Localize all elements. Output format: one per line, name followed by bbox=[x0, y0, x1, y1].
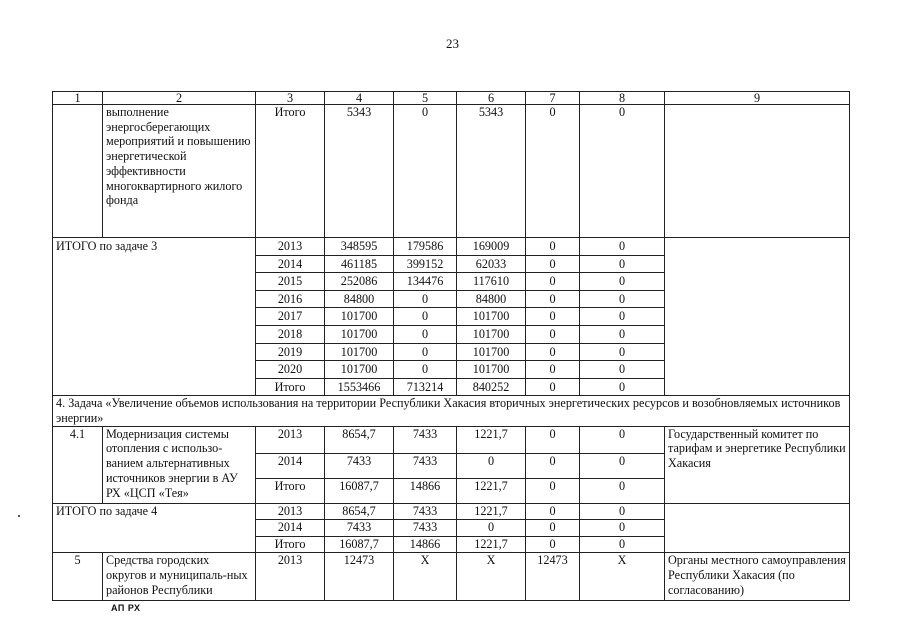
table-cell: 1221,7 bbox=[457, 503, 526, 520]
table-cell: 0 bbox=[580, 255, 665, 273]
page-number: 23 bbox=[446, 36, 459, 51]
scan-speck bbox=[18, 515, 20, 517]
table-cell: 252086 bbox=[325, 273, 394, 291]
column-header: 8 bbox=[580, 92, 665, 105]
table-cell: 7433 bbox=[325, 453, 394, 478]
table-cell: 0 bbox=[526, 273, 580, 291]
table-cell: 84800 bbox=[325, 290, 394, 308]
table-cell: 0 bbox=[457, 453, 526, 478]
budget-table bbox=[52, 91, 850, 601]
table-cell: 1221,7 bbox=[457, 478, 526, 503]
table-cell: 2019 bbox=[256, 343, 325, 361]
table-cell: 0 bbox=[526, 426, 580, 453]
table-cell: 0 bbox=[526, 343, 580, 361]
table-cell: 8654,7 bbox=[325, 426, 394, 453]
table-cell bbox=[665, 105, 850, 238]
table-cell bbox=[665, 503, 850, 553]
table-cell: 101700 bbox=[325, 343, 394, 361]
table-cell: 0 bbox=[580, 343, 665, 361]
table-cell: 0 bbox=[580, 361, 665, 379]
measure-description: Модернизация системы отопления с использо-ванием альтернативных источников энергии в АУ РХ «ЦСП «Тея» bbox=[103, 426, 256, 503]
table-cell: 84800 bbox=[457, 290, 526, 308]
table-cell: 2017 bbox=[256, 308, 325, 326]
table-cell: Х bbox=[457, 553, 526, 601]
table-cell: Итого bbox=[256, 378, 325, 396]
table-cell: 0 bbox=[526, 378, 580, 396]
table-cell: 2016 bbox=[256, 290, 325, 308]
table-cell: 0 bbox=[526, 536, 580, 553]
table-cell: 0 bbox=[580, 273, 665, 291]
table-cell: Итого bbox=[256, 536, 325, 553]
table-cell: 0 bbox=[580, 238, 665, 256]
table-cell: 0 bbox=[580, 325, 665, 343]
column-header: 4 bbox=[325, 92, 394, 105]
table-cell: 0 bbox=[580, 105, 665, 238]
table-cell: 14866 bbox=[394, 478, 457, 503]
column-number-row bbox=[53, 92, 850, 105]
table-row bbox=[53, 238, 850, 256]
table-cell: 14866 bbox=[394, 536, 457, 553]
table-cell: 2013 bbox=[256, 426, 325, 453]
table-row bbox=[53, 105, 850, 238]
table-cell: 0 bbox=[580, 520, 665, 537]
item-number: 5 bbox=[53, 553, 103, 601]
table-cell: 0 bbox=[394, 308, 457, 326]
table-cell: 0 bbox=[526, 105, 580, 238]
table-cell: 62033 bbox=[457, 255, 526, 273]
table-cell: 840252 bbox=[457, 378, 526, 396]
total-label: ИТОГО по задаче 3 bbox=[53, 238, 256, 396]
table-cell: 0 bbox=[526, 503, 580, 520]
table-cell: 0 bbox=[580, 308, 665, 326]
table-cell: 5343 bbox=[457, 105, 526, 238]
column-header: 1 bbox=[53, 92, 103, 105]
table-cell: 101700 bbox=[325, 325, 394, 343]
table-cell: 713214 bbox=[394, 378, 457, 396]
table-cell: 0 bbox=[580, 290, 665, 308]
table-cell: 0 bbox=[580, 503, 665, 520]
table-cell: 2014 bbox=[256, 520, 325, 537]
table-cell: 0 bbox=[526, 520, 580, 537]
table-cell: 0 bbox=[580, 426, 665, 453]
table-cell: 2014 bbox=[256, 453, 325, 478]
table-cell: 0 bbox=[580, 378, 665, 396]
table-cell: 101700 bbox=[325, 308, 394, 326]
column-header: 9 bbox=[665, 92, 850, 105]
column-header: 6 bbox=[457, 92, 526, 105]
table-cell: 7433 bbox=[394, 426, 457, 453]
table-cell: 1221,7 bbox=[457, 426, 526, 453]
footer-mark: АП РХ bbox=[111, 603, 141, 613]
table-cell: 2015 bbox=[256, 273, 325, 291]
table-cell: 0 bbox=[580, 536, 665, 553]
table-row bbox=[53, 396, 850, 426]
table-cell: 1221,7 bbox=[457, 536, 526, 553]
table-cell: 101700 bbox=[325, 361, 394, 379]
table-cell: Х bbox=[394, 553, 457, 601]
table-cell: 399152 bbox=[394, 255, 457, 273]
table-cell: Х bbox=[580, 553, 665, 601]
table-cell: 0 bbox=[394, 105, 457, 238]
total-label: ИТОГО по задаче 4 bbox=[53, 503, 256, 553]
table-row bbox=[53, 503, 850, 520]
table-cell: 2013 bbox=[256, 238, 325, 256]
measure-description: выполнение энергосберегающих мероприятий и повышению энергетической эффективности многоквартирного жилого фонда bbox=[103, 105, 256, 238]
table-cell: 0 bbox=[394, 325, 457, 343]
table-cell: 461185 bbox=[325, 255, 394, 273]
column-header: 5 bbox=[394, 92, 457, 105]
table-cell: 0 bbox=[526, 325, 580, 343]
item-number: 4.1 bbox=[53, 426, 103, 503]
table-cell: 101700 bbox=[457, 343, 526, 361]
table-cell: 348595 bbox=[325, 238, 394, 256]
table-cell: 2013 bbox=[256, 503, 325, 520]
table-cell: 101700 bbox=[457, 361, 526, 379]
table-cell: 179586 bbox=[394, 238, 457, 256]
table-cell: Итого bbox=[256, 478, 325, 503]
table-cell: Итого bbox=[256, 105, 325, 238]
column-header: 2 bbox=[103, 92, 256, 105]
table-cell: 0 bbox=[526, 361, 580, 379]
table-cell: 0 bbox=[526, 290, 580, 308]
table-cell: 1553466 bbox=[325, 378, 394, 396]
table-cell: 101700 bbox=[457, 308, 526, 326]
table-cell: 7433 bbox=[325, 520, 394, 537]
table-cell: 0 bbox=[526, 478, 580, 503]
table-cell: 0 bbox=[526, 308, 580, 326]
table-cell: 16087,7 bbox=[325, 478, 394, 503]
table-cell: 117610 bbox=[457, 273, 526, 291]
responsible-party: Органы местного самоуправления Республики Хакасия (по согласованию) bbox=[665, 553, 850, 601]
table-cell: 0 bbox=[394, 290, 457, 308]
table-cell: 12473 bbox=[325, 553, 394, 601]
table-cell: 0 bbox=[526, 453, 580, 478]
table-cell: 12473 bbox=[526, 553, 580, 601]
table-cell: 0 bbox=[580, 478, 665, 503]
table-cell: 0 bbox=[394, 361, 457, 379]
table-cell: 2018 bbox=[256, 325, 325, 343]
measure-description: Средства городских округов и муниципаль-ных районов Республики bbox=[103, 553, 256, 601]
table-cell: 2013 bbox=[256, 553, 325, 601]
table-cell: 0 bbox=[526, 255, 580, 273]
table-cell: 0 bbox=[580, 453, 665, 478]
table-cell: 0 bbox=[457, 520, 526, 537]
table-row bbox=[53, 553, 850, 601]
column-header: 3 bbox=[256, 92, 325, 105]
table-cell: 0 bbox=[394, 343, 457, 361]
table-cell: 7433 bbox=[394, 520, 457, 537]
table-cell: 2020 bbox=[256, 361, 325, 379]
table-cell: 7433 bbox=[394, 453, 457, 478]
table-cell: 134476 bbox=[394, 273, 457, 291]
table-cell bbox=[665, 238, 850, 396]
task-heading: 4. Задача «Увеличение объемов использования на территории Республики Хакасия вторичных энергетических ресурсов и возобновляемых источников энергии» bbox=[53, 396, 850, 426]
table-cell: 7433 bbox=[394, 503, 457, 520]
table-cell: 16087,7 bbox=[325, 536, 394, 553]
table-cell: 0 bbox=[526, 238, 580, 256]
table-cell: 8654,7 bbox=[325, 503, 394, 520]
table-cell bbox=[53, 105, 103, 238]
column-header: 7 bbox=[526, 92, 580, 105]
table-cell: 5343 bbox=[325, 105, 394, 238]
table-cell: 101700 bbox=[457, 325, 526, 343]
table-cell: 169009 bbox=[457, 238, 526, 256]
table-cell: 2014 bbox=[256, 255, 325, 273]
responsible-party: Государственный комитет по тарифам и энергетике Республики Хакасия bbox=[665, 426, 850, 503]
table-row bbox=[53, 426, 850, 453]
